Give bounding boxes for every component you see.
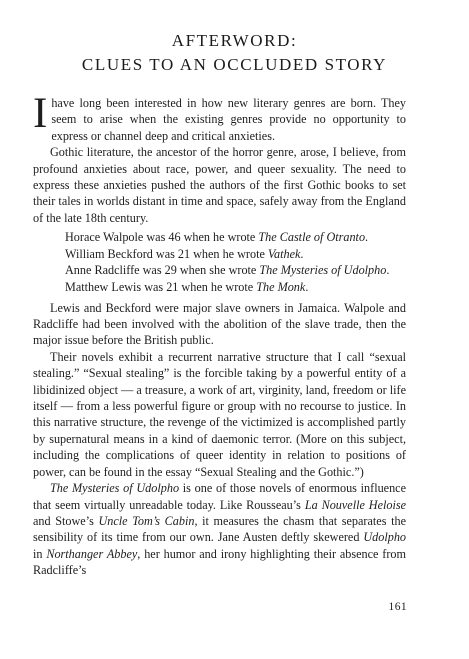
paragraph-5: The Mysteries of Udolpho is one of those novels of enormous influence that seem virtually unreadable today. Like Rousseau’s La Nouvelle Heloise and Stowe’s Uncle Tom’s Cabin, it measures the chasm that separates the sensibility of its time from our own. Jane Austen deftly skewered Udolpho in Northanger Abbey, her humor and irony highlighting their absence from Radcliffe’s (33, 481, 407, 578)
book-title: Uncle Tom’s Cabin (98, 513, 195, 528)
paragraph-4: Their novels exhibit a recurrent narrative structure that I call “sexual stealing.” “Sexual stealing” is the forcible taking by a powerful entity of a libidinized object — a treasure, a work of art, virginity, land, freedom or life itself — from a less powerful figure or group with no recourse to justice. In this narrative structure, the revenge of the victimized is accomplished partly by supernatural means in a kind of daemonic terror. (More on this subject, including the complications of queer identity in relation to positions of power, can be found in the essay “Sexual Stealing and the Gothic.”) (33, 349, 406, 479)
paragraph-2: Gothic literature, the ancestor of the horror genre, arose, I believe, from profound anxieties about race, power, and queer sexuality. The need to express these anxieties pushed the authors of the first Gothic books to set their tales in worlds distant in time and space, safely away from the England of the late 18th century. (33, 145, 406, 225)
list-item: William Beckford was 21 when he wrote Vathek. (65, 246, 304, 261)
chapter-subtitle: CLUES TO AN OCCLUDED STORY (81, 55, 388, 74)
book-title: Udolpho (363, 530, 406, 545)
book-title: La Nouvelle Heloise (304, 497, 407, 512)
body-text (33, 90, 407, 579)
paragraph-1-text: have long been interested in how new literary genres are born. They seem to arise when the existing genres provide no opportunity to express or channel deep and critical anxieties. (51, 96, 406, 143)
author-list (33, 229, 406, 295)
book-title: The Castle of Otranto (258, 230, 366, 245)
list-item: Anne Radcliffe was 29 when she wrote The Mysteries of Udolpho. (65, 263, 390, 278)
page-number: 161 (388, 601, 407, 613)
drop-cap: I (33, 90, 48, 137)
chapter-title: AFTERWORD: (171, 31, 298, 50)
paragraph-1 (33, 90, 406, 144)
list-item: Matthew Lewis was 21 when he wrote The Monk. (65, 280, 309, 295)
book-title: The Mysteries of Udolpho (50, 481, 180, 496)
book-title: Vathek (267, 246, 301, 261)
book-title: Northanger Abbey (46, 546, 138, 561)
book-title: The Mysteries of Udolpho (259, 263, 387, 278)
paragraph-3: Lewis and Beckford were major slave owners in Jamaica. Walpole and Radcliffe had been involved with the abolition of the slave trade, then the major issue before the British public. (33, 300, 406, 348)
list-item: Horace Walpole was 46 when he wrote The Castle of Otranto. (65, 230, 369, 245)
book-title: The Monk (256, 280, 306, 295)
